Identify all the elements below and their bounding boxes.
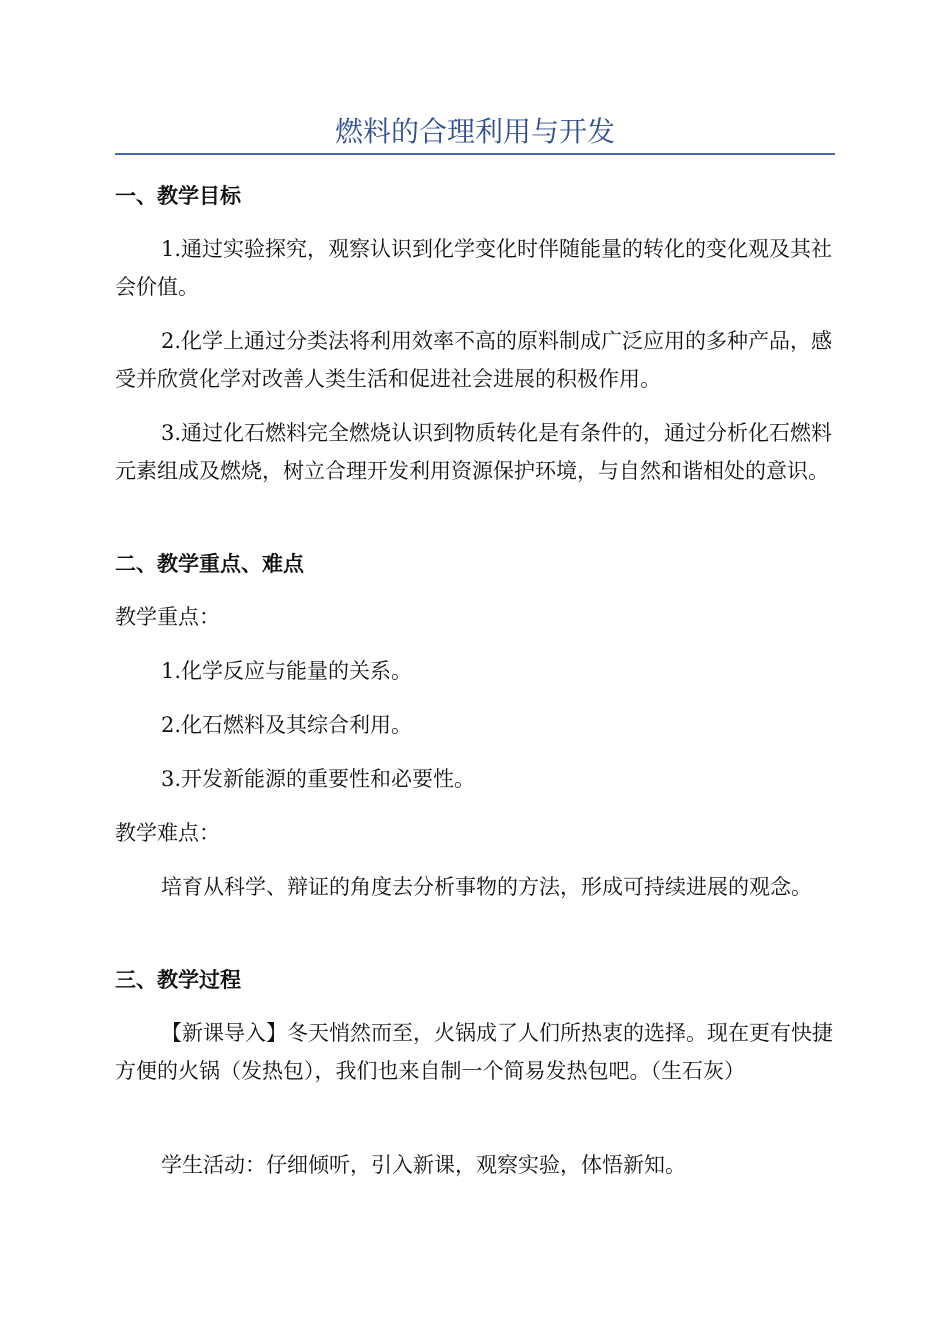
process-intro: 【新课导入】冬天悄然而至，火锅成了人们所热衷的选择。现在更有快捷方便的火锅（发热包），我们也来自制一个简易发热包吧。（生石灰）	[115, 1021, 833, 1083]
focus-item-3: 3.开发新能源的重要性和必要性。	[161, 767, 476, 791]
focus-item-2: 2.化石燃料及其综合利用。	[161, 713, 413, 737]
goal-item-1: 1.通过实验探究，观察认识到化学变化时伴随能量的转化的变化观及其社会价值。	[115, 237, 833, 299]
difficulty-text: 培育从科学、辩证的角度去分析事物的方法，形成可持续进展的观念。	[161, 875, 812, 899]
process-activity: 学生活动：仔细倾听，引入新课，观察实验，体悟新知。	[161, 1153, 686, 1177]
focus-label: 教学重点：	[115, 605, 220, 629]
goal-item-3: 3.通过化石燃料完全燃烧认识到物质转化是有条件的，通过分析化石燃料元素组成及燃烧，树立合理开发利用资源保护环境，与自然和谐相处的意识。	[115, 421, 833, 483]
difficulty-label: 教学难点：	[115, 821, 220, 845]
section-heading-keypoints: 二、教学重点、难点	[115, 551, 304, 576]
section-heading-goals: 一、教学目标	[115, 183, 241, 208]
goal-item-2: 2.化学上通过分类法将利用效率不高的原料制成广泛应用的多种产品，感受并欣赏化学对改善人类生活和促进社会进展的积极作用。	[115, 329, 833, 391]
document-title: 燃料的合理利用与开发	[334, 115, 615, 148]
title-divider	[115, 153, 835, 155]
focus-item-1: 1.化学反应与能量的关系。	[161, 659, 413, 683]
section-heading-process: 三、教学过程	[115, 967, 241, 992]
